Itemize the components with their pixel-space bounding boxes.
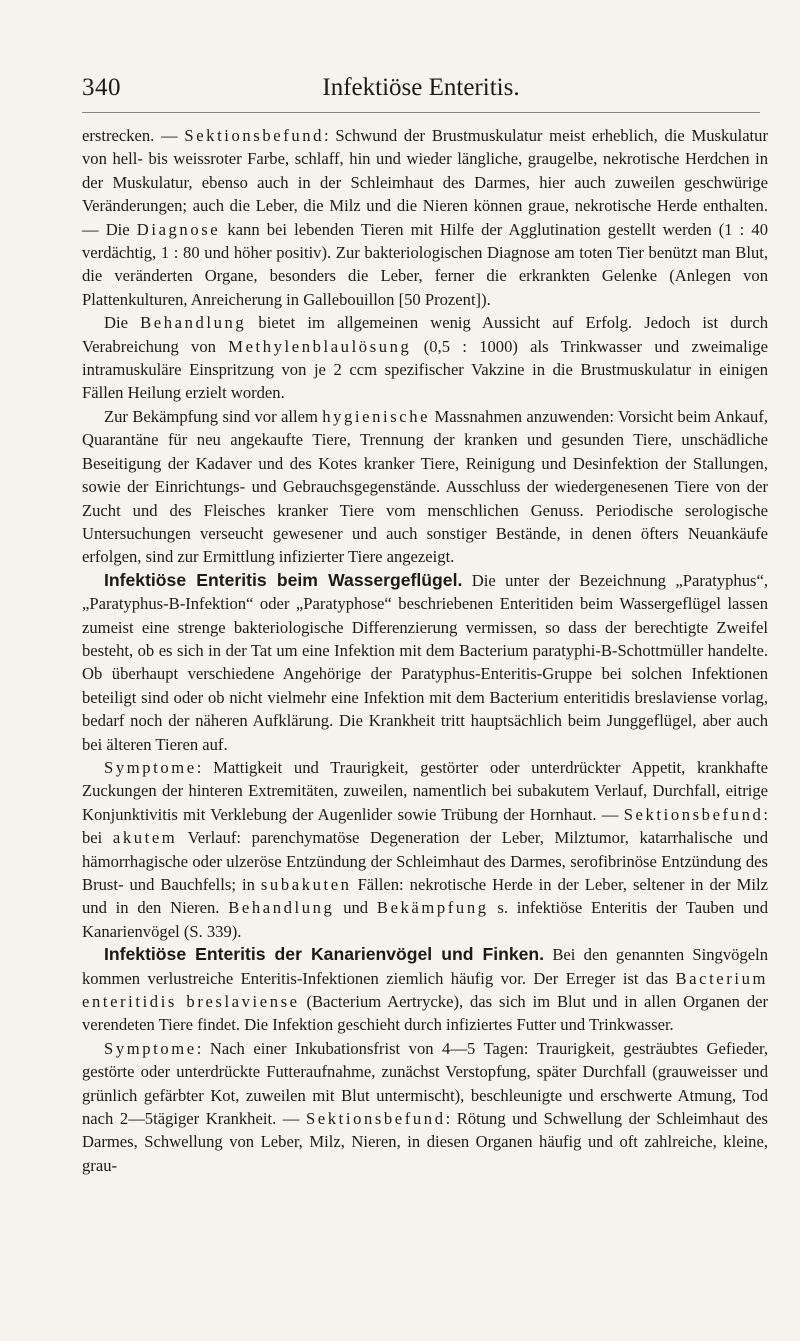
paragraph-wassergefluegel: Infektiöse Enteritis beim Wassergeflügel. Die unter der Bezeichnung „Paratyphus“, „Paratyphus-B-Infektion“ oder „Paratyphose“ beschriebenen Enteritiden beim Wassergeflügel lassen zumeist eine strenge bakteriologische Differenzierung vermissen, so dass der berechtigte Zweifel besteht, ob es sich in der Tat um eine Infektion mit dem Bacterium paratyphi-B-Schottmüller handelte. Ob überhaupt verschiedene Angehörige der Paratyphus-Enteritis-Gruppe bei solchen Infektionen beteiligt sind oder ob nicht vielmehr eine Infektion mit dem Bacterium enteritidis breslaviense vorlag, bedarf noch der näheren Aufklärung. Die Krankheit tritt hauptsächlich beim Junggeflügel, aber auch bei älteren Tieren auf. — [82, 569, 768, 754]
body-text — [82, 124, 768, 1177]
spaced-term: Sektionsbefund — [184, 126, 325, 145]
page-header — [82, 72, 760, 113]
spaced-term: Behandlung — [140, 313, 247, 333]
section-heading: Infektiöse Enteritis beim Wassergeflügel. — [104, 569, 463, 590]
paragraph-kanarienvoegel: Infektiöse Enteritis der Kanarienvögel und Finken. Bei den genannten Singvögeln kommen verlustreiche Enteritis-Infektionen ziemlich häufig vor. Der Erreger ist das Bacterium enteritidis breslaviense (Bacterium Aertrycke), das sich im Blut und in allen Organen der verendeten Tiere findet. Die Infektion geschieht durch infiziertes Futter und Trinkwasser. — [82, 944, 769, 1035]
spaced-term: Behandlung — [228, 898, 335, 918]
spaced-term: hygienische — [322, 406, 431, 426]
spaced-term: subakuten — [260, 875, 352, 894]
spaced-term: Sektionsbefund — [623, 804, 764, 824]
paragraph-sektionsbefund-diagnose: erstrecken. — Sektionsbefund: Schwund der Brustmuskulatur meist erheblich, die Muskulatur von hell- bis weissroter Farbe, schlaff, hin und wieder längliche, graugelbe, nekrotische Herdchen in der Muskulatur, ebenso auch in der Schleimhaut des Darmes, hier auch zuweilen geschwürige Veränderungen; auch die Leber, die Milz und die Nieren können graue, nekrotische Herde enthalten. — Die Diagnose kann bei lebenden Tieren mit Hilfe der Agglutination gestellt werden (1 : 40 verdächtig, 1 : 80 und höher positiv). Zur bakteriologischen Diagnose am toten Tier benützt man Blut, die veränderten Organe, besonders die Leber, ferner die erkrankten Gelenke (Anlegen von Plattenkulturen, Anreicherung in Gallebouillon [50 Prozent]). — [82, 126, 768, 309]
spaced-term: Diagnose — [136, 219, 221, 239]
spaced-term: Sektionsbefund — [305, 1109, 446, 1129]
paragraph-symptome-kanarienvoegel: Symptome: Nach einer Inkubationsfrist von 4—5 Tagen: Traurigkeit, gesträubtes Gefieder, gestörte oder unterdrückte Futteraufnahme, zunächst Verstopfung, später Durchfall (grauweisser und grünlich gefärbter Kot, zuweilen mit Blut untermischt), beschleunigte und erschwerte Atmung, Tod nach 2—5tägiger Krankheit. — Sektionsbefund: Rötung und Schwellung der Schleimhaut des Darmes, Schwellung von Leber, Milz, Nieren, in diesen Organen häufig und oft zahlreiche, kleine, grau- — [82, 1038, 768, 1175]
section-heading: Infektiöse Enteritis der Kanarienvögel und Finken. — [104, 944, 545, 965]
spaced-term: akutem — [112, 828, 178, 848]
paragraph-symptome-wassergefluegel: Symptome: Mattigkeit und Traurigkeit, gestörter oder unterdrückter Appetit, krankhafte Zuckungen der hinteren Extremitäten, zuweilen, namentlich bei subakutem Verlauf, Durchfall, eitrige Konjunktivitis mit Verklebung der Augenlider sowie Trübung der Hornhaut. — Sektionsbefund: bei akutem Verlauf: parenchymatöse Degeneration der Leber, Milztumor, katarrhalische und hämorrhagische oder ulzeröse Entzündung der Schleimhaut des Darmes, serofibrinöse Entzündung des Brust- und Bauchfells; in subakuten Fällen: nekrotische Herde in der Leber, seltener in der Milz und in den Nieren. Behandlung und Bekämpfung s. infektiöse Enteritis der Tauben und Kanarienvögel (S. 339). — [82, 757, 769, 941]
paragraph-bekaempfung: Zur Bekämpfung sind vor allem hygienische Massnahmen anzuwenden: Vorsicht beim Ankauf, Quarantäne für neu angekaufte Tiere, Trennung der kranken und gesunden Tiere, unschädliche Beseitigung der Kadaver und des Kotes kranker Tiere, Reinigung und Desinfektion der Stallungen, sowie der Einrichtungs- und Gebrauchsgegenstände. Ausschluss der wiedergenesenen Tiere von der Zucht und des Fleisches kranker Tiere vom menschlichen Genuss. Periodische serologische Untersuchungen verseucht gewesener und auch sonstiger Bestände, in denen öfters Neuankäufe erfolgen, sind zur Ermittlung infizierter Tiere angezeigt. — [82, 406, 768, 567]
spaced-term: Symptome — [104, 1038, 197, 1058]
spaced-term: Bacterium enteritidis breslaviense — [82, 968, 768, 1012]
paragraph-behandlung: Die Behandlung bietet im allgemeinen wenig Aussicht auf Erfolg. Jedoch ist durch Verabreichung von Methylenblaulösung (0,5 : 1000) als Trinkwasser und zweimalige intramuskuläre Einspritzung von je 2 ccm spezifischer Vakzine in die Brustmuskulatur in einigen Fällen Heilung erzielt worden. — [82, 313, 768, 403]
running-title: Infektiöse Enteritis. — [322, 74, 520, 101]
spaced-term: Symptome — [104, 757, 197, 777]
page-number: 340 — [82, 74, 121, 101]
spaced-term: Bekämpfung — [376, 898, 489, 918]
spaced-term: Methylenblaulösung — [228, 336, 412, 356]
